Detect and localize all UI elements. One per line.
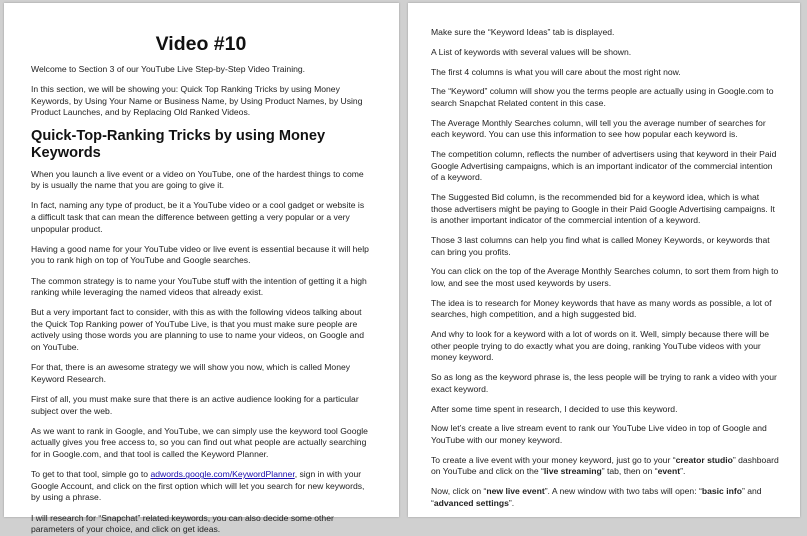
document-page-right	[408, 3, 800, 517]
paragraph: Now let’s create a live stream event to rank our YouTube Live video in top of Google and YouTube with our money keyword.	[431, 423, 767, 445]
bold-term: advanced settings	[433, 497, 509, 508]
new-live-event-paragraph	[431, 486, 782, 509]
paragraph: But a very important fact to consider, with this as with the following videos talking about the Quick Top Ranking power of YouTube Live, is that you must make sure people are actively using those words you are planning to use to name your videos, on Google and on YouTube.	[31, 307, 364, 353]
bold-term: live streaming	[543, 466, 602, 477]
paragraph: The first 4 columns is what you will care about the most right now.	[431, 66, 681, 77]
section-overview-paragraph: In this section, we will be showing you: Quick Top Ranking Tricks by using Money Keywords, by Using Your Name or Business Name, by Using Product Names, by Using Product Launches, and by Replacing Old Ranked Videos.	[31, 84, 363, 118]
paragraph: The competition column, reflects the number of advertisers using that keyword in their Paid Google Advertising campaigns, which is an important indicator of the commercial intention of a keyword.	[431, 149, 777, 183]
paragraph: And why to look for a keyword with a lot of words on it. Well, simply because there will be other people trying to do exactly what you are doing, ranking YouTube videos with your money keyword.	[431, 329, 770, 363]
text-span: To get to that tool, simple go to	[31, 469, 151, 480]
paragraph: Having a good name for your YouTube video or live event is essential because it will help you to rank high on top of YouTube and Google searches.	[31, 243, 369, 266]
text-span: ” tab, then on “	[601, 466, 658, 477]
paragraph: The common strategy is to name your YouTube stuff with the intention of getting it a high ranking while leveraging the named videos that already exist.	[31, 275, 367, 298]
text-span: ” and “	[431, 486, 762, 508]
paragraph: Those 3 last columns can help you find what is called Money Keywords, or keywords that can bring you profits.	[431, 235, 770, 257]
paragraph: Make sure the “Keyword Ideas” tab is displayed.	[431, 27, 615, 37]
keyword-planner-link[interactable]: adwords.google.com/KeywordPlanner	[150, 469, 295, 480]
creator-studio-paragraph	[431, 455, 782, 478]
paragraph: The “Keyword” column will show you the terms people are actually using in Google.com to search Snapchat Related content in this case.	[431, 86, 774, 108]
paragraph: The idea is to research for Money keywords that have as many words as possible, a lot of searches, high competition, and a high suggested bid.	[431, 297, 772, 320]
paragraph: In fact, naming any type of product, be it a YouTube video or a cool gadget or website is a difficult task that can mean the difference between getting a very popular or a very unpopular product.	[31, 200, 365, 234]
paragraph: I will research for “Snapchat” related keywords, you can also decide some other parameters of your choice, and click on get ideas.	[31, 512, 334, 535]
bold-term: new live event	[486, 486, 545, 497]
paragraph: The Average Monthly Searches column, will tell you the average number of searches for each keyword. You can use this information to see how popular each keyword is.	[431, 117, 766, 140]
bold-term: creator studio	[675, 454, 733, 465]
page-title: Video #10	[155, 33, 247, 55]
paragraph: The Suggested Bid column, is the recommended bid for a keyword idea, which is what those advertisers might be paying to Google in their Paid Google Advertising campaigns. It is another important indicator of the commercial intention of a keyword.	[431, 192, 775, 226]
bold-term: event	[657, 466, 681, 477]
bold-term: basic info	[701, 486, 742, 497]
document-page-left	[4, 3, 399, 535]
paragraph: So as long as the keyword phrase is, the less people will be trying to rank a video with your exact keyword.	[431, 372, 777, 394]
paragraph: As we want to rank in Google, and YouTube, we can simply use the keyword tool Google actually gives you free access to, so you can find out what people are actually searching for in Google.com, and that tool is called the Keyword Planner.	[31, 425, 368, 459]
paragraph: When you launch a live event or a video on YouTube, one of the hardest things to come by is usually the name that you are going to give it.	[31, 168, 364, 191]
text-span: ”. A new window with two tabs will open: “	[544, 486, 702, 497]
paragraph: First of all, you must make sure that there is an active audience looking for a particular subject over the web.	[31, 394, 359, 416]
paragraph: A List of keywords with several values will be shown.	[431, 46, 632, 57]
text-span: To create a live event with your money keyword, just go to your “	[431, 454, 676, 465]
text-span: ”.	[680, 466, 686, 477]
keyword-planner-paragraph	[31, 469, 371, 504]
text-span: Now, click on “	[431, 486, 487, 497]
text-span: ”.	[508, 497, 515, 508]
paragraph: You can click on the top of the Average Monthly Searches column, to sort them from high to low, and see the most used keywords by users.	[431, 266, 779, 288]
text-span: , sign in with your Google Account, and click on the first option which will let you search for new keywords, by using a phrase.	[31, 469, 365, 503]
text-span: ” dashboard on YouTube and click on the “	[431, 454, 779, 477]
section-heading: Quick-Top-Ranking Tricks by using Money Keywords	[31, 127, 326, 161]
paragraph: For that, there is an awesome strategy we will show you now, which is called Money Keyword Research.	[31, 362, 351, 384]
intro-paragraph: Welcome to Section 3 of our YouTube Live Step-by-Step Video Training.	[31, 64, 306, 74]
paragraph: After some time spent in research, I decided to use this keyword.	[431, 403, 678, 414]
